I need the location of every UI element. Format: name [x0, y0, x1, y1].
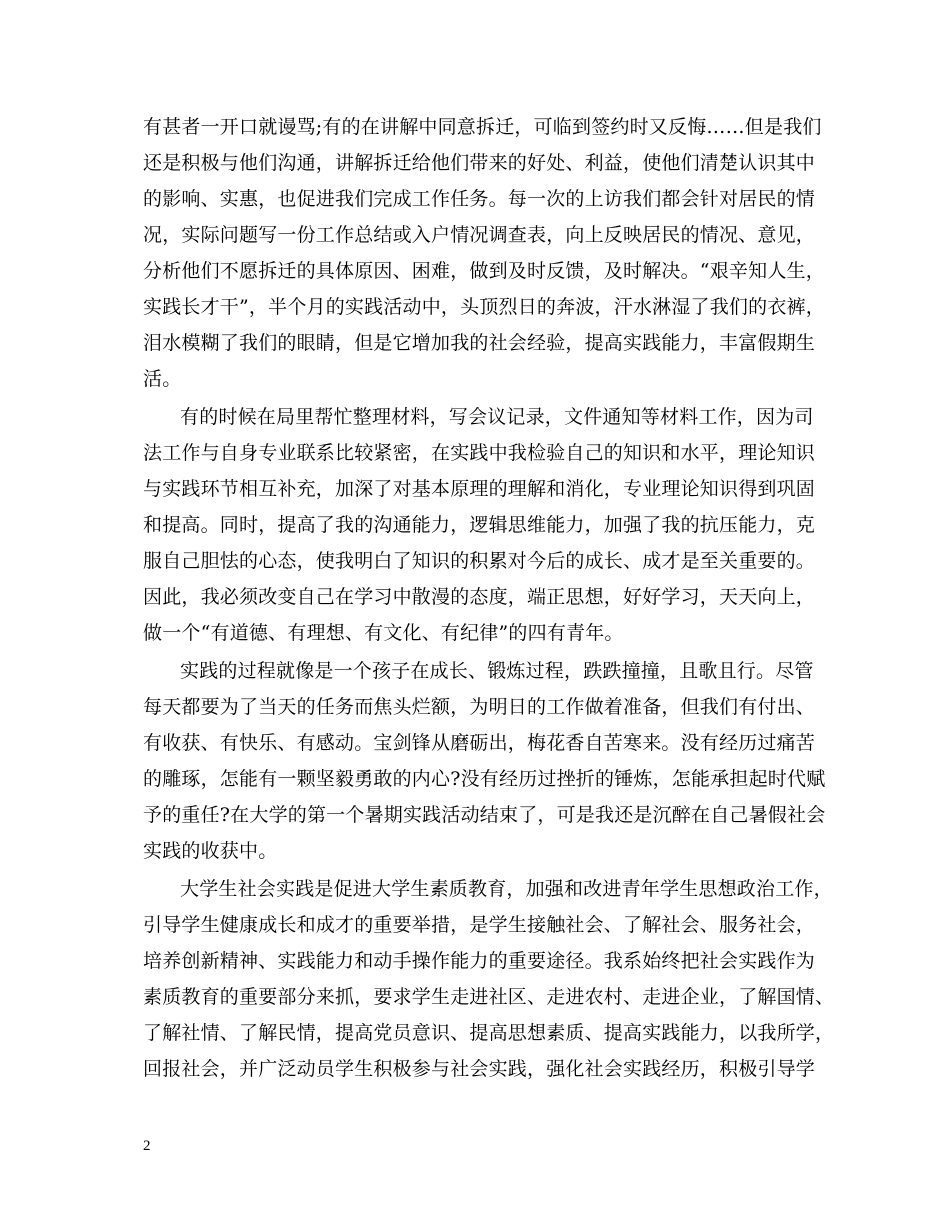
text-line: 因此，我必须改变自己在学习中散漫的态度，端正思想，好好学习，天天向上，	[143, 586, 816, 608]
text-line: 素质教育的重要部分来抓，要求学生走进社区、走进农村、走进企业，了解国情、	[143, 986, 835, 1008]
text-line: 活。	[143, 368, 182, 390]
text-line: 引导学生健康成长和成才的重要举措，是学生接触社会、了解社会、服务社会，	[143, 914, 816, 936]
text-line: 有收获、有快乐、有感动。宝剑锋从磨砺出，梅花香自苦寒来。没有经历过痛苦	[143, 732, 816, 754]
paragraph-first-line: 大学生社会实践是促进大学生素质教育，加强和改进青年学生思想政治工作，	[180, 878, 833, 900]
text-line: 做一个“有道德、有理想、有文化、有纪律”的四有青年。	[143, 622, 624, 644]
text-line: 回报社会，并广泛动员学生积极参与社会实践，强化社会实践经历，积极引导学	[143, 1058, 816, 1080]
text-line: 法工作与自身专业联系比较紧密，在实践中我检验自己的知识和水平，理论知识	[143, 442, 816, 464]
text-line: 泪水模糊了我们的眼睛，但是它增加我的社会经验，提高实践能力，丰富假期生	[143, 332, 816, 354]
text-line: 每天都要为了当天的任务而焦头烂额，为明日的工作做着准备，但我们有付出、	[143, 696, 816, 718]
text-line: 服自己胆怯的心态，使我明白了知识的积累对今后的成长、成才是至关重要的。	[143, 550, 816, 572]
text-line: 了解社情、了解民情，提高党员意识、提高思想素质、提高实践能力，以我所学，	[143, 1022, 835, 1044]
text-line: 实践的收获中。	[143, 840, 278, 862]
text-line: 培养创新精神、实践能力和动手操作能力的重要途径。我系始终把社会实践作为	[143, 950, 816, 972]
page-number: 2	[143, 1138, 151, 1154]
text-line: 实践长才干”，半个月的实践活动中，头顶烈日的奔波，汗水淋湿了我们的衣裤，	[143, 296, 825, 318]
text-line: 的雕琢，怎能有一颗坚毅勇敢的内心?没有经历过挫折的锤炼，怎能承担起时代赋	[143, 768, 826, 790]
text-line: 的影响、实惠，也促进我们完成工作任务。每一次的上访我们都会针对居民的情	[143, 188, 816, 210]
text-line: 与实践环节相互补充，加深了对基本原理的理解和消化，专业理论知识得到巩固	[143, 478, 816, 500]
text-line: 予的重任?在大学的第一个暑期实践活动结束了，可是我还是沉醉在自己暑假社会	[143, 804, 826, 826]
text-line: 况，实际问题写一份工作总结或入户情况调查表，向上反映居民的情况、意见，	[143, 224, 816, 246]
text-line: 有甚者一开口就谩骂;有的在讲解中同意拆迁，可临到签约时又反悔……但是我们	[143, 116, 822, 138]
paragraph-first-line: 实践的过程就像是一个孩子在成长、锻炼过程，跌跌撞撞，且歌且行。尽管	[180, 660, 814, 682]
text-line: 分析他们不愿拆迁的具体原因、困难，做到及时反馈，及时解决。“艰辛知人生，	[143, 260, 825, 282]
paragraph-first-line: 有的时候在局里帮忙整理材料，写会议记录，文件通知等材料工作，因为司	[180, 406, 814, 428]
text-line: 还是积极与他们沟通，讲解拆迁给他们带来的好处、利益，使他们清楚认识其中	[143, 152, 816, 174]
text-line: 和提高。同时，提高了我的沟通能力，逻辑思维能力，加强了我的抗压能力，克	[143, 514, 816, 536]
